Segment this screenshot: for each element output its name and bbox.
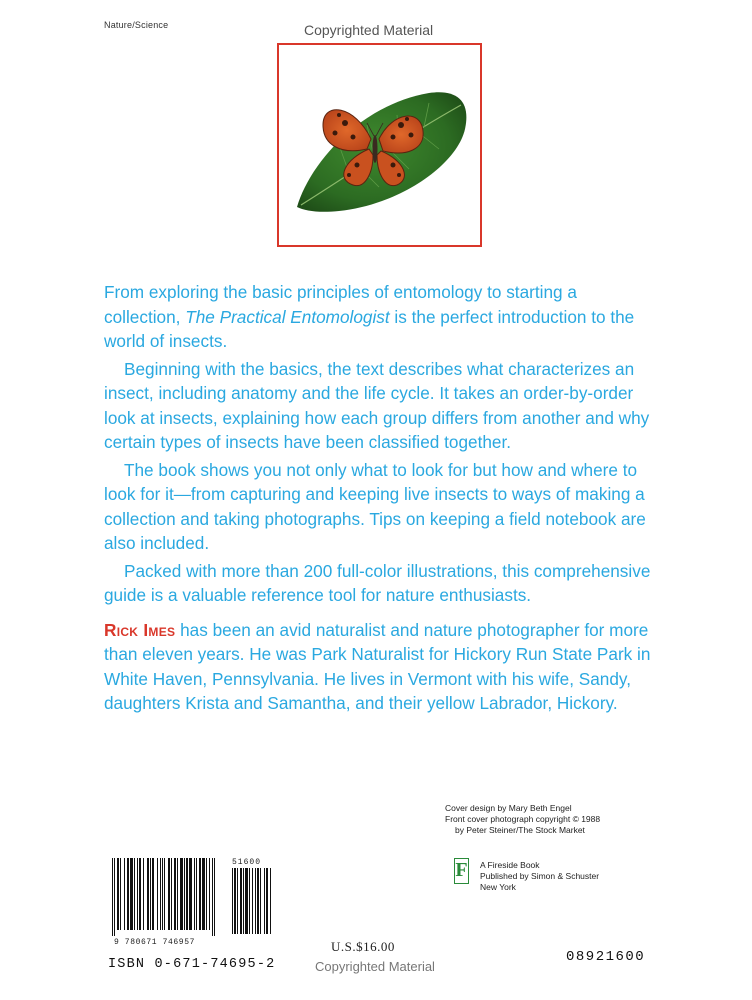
barcode-bar [270,868,271,934]
barcode-bar [243,868,244,934]
barcode-bar [196,858,197,930]
barcode-bar [237,868,238,934]
isbn: ISBN 0-671-74695-2 [108,957,276,972]
publisher-line: A Fireside Book [480,860,540,870]
stock-code: 08921600 [566,949,646,965]
cover-credits [445,803,600,836]
publisher-line: Published by Simon & Schuster [480,871,600,881]
book-title: The Practical Entomologist [185,306,390,327]
barcode-bar [214,858,215,936]
category-label: Nature/Science [104,20,169,30]
blurb-text: From exploring the basic principles of entomology to starting a collection, [104,282,577,327]
barcode-bar [117,858,119,930]
barcode-bar [143,858,144,930]
barcode-bar [120,858,121,930]
barcode-bar [212,858,213,936]
barcode-bar [130,858,133,930]
author-bio-text: has been an avid naturalist and nature photographer for more than eleven years. He was Park Naturalist for Hickory Run State Park in White Haven, Pennsylvania. He lives in Vermont with his wife, Sandy, daughters Krista and Samantha, and their yellow Labrador, Hickory. [104,619,651,713]
barcode-bar [168,858,170,930]
barcode-bar [184,858,185,930]
barcode-bar [124,858,125,930]
barcode-bar [114,858,115,936]
price: U.S.$16.00 [331,939,395,954]
barcode-bar [245,868,248,934]
barcode-bar [139,858,141,930]
watermark-bottom: Copyrighted Material [315,959,435,974]
barcode-bar [232,868,233,934]
author-name: Rick Imes [104,619,176,640]
barcode-bar [134,858,135,930]
barcode-bar [202,858,205,930]
barcode-bar [260,868,261,934]
barcode-bar [194,858,195,930]
blurb-paragraph: The book shows you not only what to look for but how and where to look for it—from capturing and keeping live insects to ways of making a collection and taking photographs. Tips on keeping a field notebook are also included. [104,459,646,553]
credit-line: Cover design by Mary Beth Engel [445,803,572,813]
barcode-bar [257,868,259,934]
blurb-text: is the perfect introduction to the world of insects. [104,306,635,351]
blurb-paragraph: Packed with more than 200 full-color illustrations, this comprehensive guide is a valuable reference tool for nature enthusiasts. [104,560,651,605]
barcode-bar [177,858,178,930]
barcode-bar [264,868,265,934]
barcode-bar [234,868,236,934]
barcode-bar [137,858,138,930]
barcode-bar [152,858,154,930]
publisher-line: New York [480,882,516,892]
barcode-bar [180,858,183,930]
barcode-bar [186,858,188,930]
barcode-icon [112,858,224,938]
cover-photo [277,43,482,247]
barcode-bar [174,858,176,930]
barcode-bar [164,858,165,930]
barcode-bar [209,858,210,930]
barcode-addon-icon [232,868,282,936]
fireside-logo-icon: F [454,858,469,884]
barcode-bar [189,858,192,930]
back-cover-blurb [104,280,656,716]
publisher-info [480,860,599,893]
barcode-bar [199,858,201,930]
butterfly-leaf-image [279,45,480,245]
watermark-top: Copyrighted Material [304,22,434,38]
credit-line: by Peter Steiner/The Stock Market [455,825,585,835]
barcode-bar [255,868,256,934]
author-bio [104,618,656,716]
barcode-bar [112,858,113,936]
barcode-bar [206,858,207,930]
barcode-bar [160,858,161,930]
barcode-bar [127,858,129,930]
blurb-paragraph [104,280,656,354]
barcode-bar [162,858,163,930]
barcode-digits: 9 780671 746957 [114,938,196,947]
blurb-paragraph: Beginning with the basics, the text describes what characterizes an insect, including anatomy and the life cycle. It takes an order-by-order look at insects, explaining how each group differs from another and why certain types of insects have been classified together. [104,358,650,452]
barcode-bar [171,858,172,930]
barcode-addon-digits: 51600 [232,858,262,867]
barcode-bar [147,858,149,930]
barcode-bar [157,858,158,930]
barcode-bar [249,868,250,934]
barcode-bar [240,868,242,934]
credit-line: Front cover photograph copyright © 1988 [445,814,601,824]
barcode-bar [266,868,268,934]
barcode-bar [150,858,151,930]
barcode-bar [252,868,253,934]
